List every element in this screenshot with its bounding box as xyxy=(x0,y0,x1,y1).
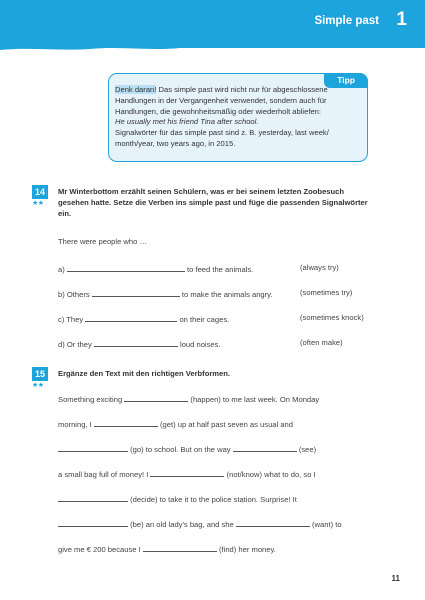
tip-line-2: Handlungen in der Vergangenheit verwendet, sondern auch für xyxy=(115,95,327,105)
exercise-14-hint-d: (often make) xyxy=(300,338,343,347)
tip-highlight: Denk daran! xyxy=(115,85,157,94)
answer-blank[interactable] xyxy=(236,518,310,527)
exercise-14-number: 14 xyxy=(32,185,48,199)
answer-blank[interactable] xyxy=(233,443,297,452)
answer-blank[interactable] xyxy=(94,418,158,427)
exercise-14-hint-a: (always try) xyxy=(300,263,339,272)
tip-example: He usually met his friend Tina after school. xyxy=(115,117,259,127)
header-brush-edge xyxy=(0,38,425,52)
tip-line-6: month/year, two years ago, in 2015. xyxy=(115,138,236,148)
exercise-15-line-4: a small bag full of money! I (not/know) what to do, so I xyxy=(58,470,316,479)
exercise-14-difficulty-stars: ★★ xyxy=(32,200,44,207)
exercise-15-number: 15 xyxy=(32,367,48,381)
exercise-15-difficulty-stars: ★★ xyxy=(32,382,44,389)
tip-body xyxy=(115,85,361,150)
exercise-14-item-b: b) Others to make the animals angry. xyxy=(58,290,273,299)
exercise-15-line-5: (decide) to take it to the police station. Surprise! It xyxy=(58,493,297,504)
answer-blank[interactable] xyxy=(85,313,177,322)
exercise-15-line-1: Something exciting (happen) to me last week. On Monday xyxy=(58,395,320,404)
answer-blank[interactable] xyxy=(143,543,217,552)
answer-blank[interactable] xyxy=(94,338,178,347)
exercise-14-item-d: d) Or they loud noises. xyxy=(58,340,221,349)
answer-blank[interactable] xyxy=(124,393,188,402)
chapter-number: 1 xyxy=(396,9,407,30)
answer-blank[interactable] xyxy=(58,443,128,452)
answer-blank[interactable] xyxy=(67,263,185,272)
exercise-15-line-6: (be) an old lady's bag, and she (want) to xyxy=(58,518,342,529)
exercise-14-item-c: c) They on their cages. xyxy=(58,315,230,324)
exercise-14-hint-c: (sometimes knock) xyxy=(300,313,364,322)
answer-blank[interactable] xyxy=(150,468,224,477)
tip-line-3: Handlungen, die gewohnheitsmäßig oder wiederholt abliefen: xyxy=(115,106,322,116)
exercise-15-line-2: morning, I (get) up at half past seven as usual and xyxy=(58,420,293,429)
exercise-14-item-a: a) to feed the animals. xyxy=(58,265,254,274)
answer-blank[interactable] xyxy=(92,288,180,297)
section-title: Simple past xyxy=(314,15,379,27)
tip-label: Tipp xyxy=(324,73,368,88)
exercise-15-instructions: Ergänze den Text mit den richtigen Verbformen. xyxy=(58,369,231,378)
page-number: 11 xyxy=(391,574,400,583)
tip-line-5: Signalwörter für das simple past sind z. B. yesterday, last week/ xyxy=(115,128,329,138)
tip-box xyxy=(108,73,368,162)
answer-blank[interactable] xyxy=(58,493,128,502)
exercise-15-line-7: give me € 200 because I (find) her money. xyxy=(58,545,276,554)
exercise-14-intro: There were people who … xyxy=(58,237,148,246)
exercise-14-hint-b: (sometimes try) xyxy=(300,288,353,297)
answer-blank[interactable] xyxy=(58,518,128,527)
exercise-15-line-3: (go) to school. But on the way (see) xyxy=(58,443,316,454)
tip-line-1: Das simple past wird nicht nur für abgeschlossene xyxy=(156,85,328,94)
exercise-14-instructions: Mr Winterbottom erzählt seinen Schülern, was er bei seinem letzten Zoobesuch gesehen hatte. Setze die Verben ins simple past und füge die passenden Signalwörter ein. xyxy=(58,187,368,218)
